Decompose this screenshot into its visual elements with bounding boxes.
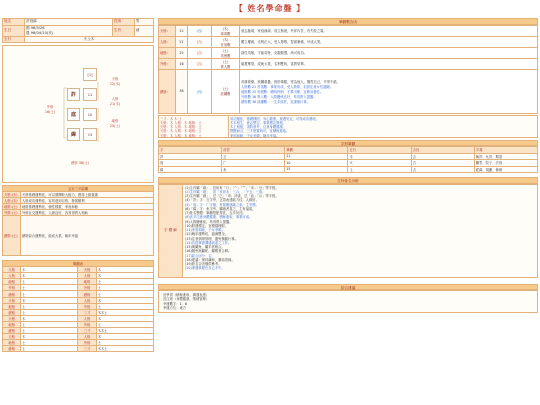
birth-value <box>25 25 113 36</box>
sancai-detail-text: 木木相生，意志堅定，事業穩定發展。 <box>230 120 287 125</box>
right-column <box>158 18 538 313</box>
sancai-header: 五行三才結構 <box>3 186 154 192</box>
fortune-element: (土) <box>222 48 229 53</box>
strokes-cell-key: 地格 <box>78 279 96 285</box>
strokes-cell-key: 總格 <box>3 291 21 297</box>
left-column <box>2 18 154 352</box>
stroke-3: 15 <box>83 128 97 141</box>
total-grid-note: 總格 36(土) <box>70 161 90 165</box>
sancai-key: 地格:(土) <box>3 204 21 210</box>
analysis-line: (14)宜從事需溝通表達之工作。 <box>185 240 232 245</box>
strokes-cell-value: 木 <box>96 297 153 303</box>
sancai-detail-left <box>159 116 229 137</box>
fortune-figure <box>212 58 240 69</box>
strokes-cell-key: 外格 <box>3 285 21 291</box>
fortune-figure <box>212 36 240 47</box>
fortune-description <box>240 47 538 58</box>
fortune-figure <box>212 47 240 58</box>
fortune-grid-label: 外格: <box>159 58 176 69</box>
gender-label: 性別 <box>112 19 134 26</box>
sancai-detail-line: 天格：木 人格：木 地格：土 <box>160 129 202 134</box>
analysis-line: (20)命運掌握在自己手中。 <box>185 266 225 271</box>
stroke-1: 11 <box>83 88 97 101</box>
strokes-cell-value: 木 <box>21 297 78 303</box>
char-form-cell: 土 <box>348 166 411 173</box>
strokes-cell-key: 地格 <box>3 340 21 346</box>
analysis-line: (16)避免與屬蛇、屬猴者合夥。 <box>185 249 232 254</box>
char-form-col-header: 字 <box>159 147 222 154</box>
strokes-cell-key: 人格 <box>78 297 96 303</box>
fortune-type: 貴人數 <box>220 64 231 69</box>
fortune-figure <box>212 69 240 113</box>
zodiac-value: 豬 <box>134 25 153 36</box>
char-form-col-header: 筆劃 <box>285 147 348 154</box>
summary-line: 幸運數字：1、6 <box>163 301 187 306</box>
sancai-detail-text: 整體而言，三才配置尚可，宜積極進取。 <box>230 129 290 134</box>
strokes-cell-value: 木 <box>96 267 153 273</box>
strokes-cell-key: 三才 <box>78 309 96 315</box>
strokes-cell-key: 總格 <box>3 309 21 315</box>
char-form-cell: 稱許、允許、期望 <box>474 153 537 160</box>
strokes-cell-key: 總格 <box>3 328 21 334</box>
analysis-line: (1)生肖屬「豬」，宜用有「口」「宀」「艹」「米」「豆」等字根。 <box>185 185 279 190</box>
fortune-type: 首領數 <box>220 42 231 47</box>
strokes-cell-value: 木 <box>21 334 78 340</box>
char-form-table <box>158 146 538 173</box>
sancai-table <box>2 185 154 256</box>
fortune-luck: (吉) <box>188 36 212 47</box>
element-value: 火土木 <box>25 36 154 43</box>
summary-line: 宜注意（身體健康、情緒管理） <box>163 297 210 302</box>
zodiac-label: 生肖 <box>112 25 134 36</box>
sancai-detail-line: 天格：木 人格：木 地格：土 <box>160 120 202 125</box>
char-form-cell: 吉 <box>411 153 474 160</box>
char-1: 許 <box>67 88 80 101</box>
strokes-cell-key: 天格 <box>3 334 21 340</box>
strokes-cell-value: 土 <box>96 340 153 346</box>
sancai-detail-line: 天格：木 人格：木 地格：土 <box>160 133 202 138</box>
char-form-col-header: 五行 <box>348 147 411 154</box>
sancai-key: 外格:(土) <box>3 210 21 216</box>
analysis-line: (13)注意情緒管理，避免衝動行事。 <box>185 236 238 241</box>
analysis-lines <box>183 185 537 277</box>
char-form-cell: 广 <box>222 160 285 167</box>
page-title-bar <box>0 0 540 17</box>
sancai-detail-right <box>229 116 537 137</box>
fortune-type: 波瀾數 <box>220 92 231 96</box>
strokes-cell-value: 木木土 <box>96 328 153 334</box>
sancai-key: 人格:(木) <box>3 198 21 204</box>
analysis-line: (4)「許」字：言字旁，言語表達能力佳，人緣好。 <box>185 198 259 203</box>
strokes-form-header: 字形筆劃 <box>158 140 538 147</box>
char-form-cell: 廳堂、院子、法庭 <box>474 160 537 167</box>
strokes-cell-key: 人格 <box>78 273 96 279</box>
fortune-description-text: 資性英敏，才能奇特，克服傲慢，尚可成功。 <box>241 51 307 55</box>
analysis-line: (9)人際關係佳，易得貴人提攜。 <box>185 219 233 224</box>
fortune-description-text: 意志脆弱，家庭緣薄，孤立無援，外祥內苦，有失敗之虞。 <box>241 29 327 33</box>
strokes-cell-key: 地格 <box>3 303 21 309</box>
strokes-cell-value: 木 <box>21 273 78 279</box>
fortune-number: 36 <box>176 69 188 113</box>
strokes-cell-value: 土 <box>96 279 153 285</box>
fortune-luck: (吉) <box>188 47 212 58</box>
char-form-cell: 火 <box>348 160 411 167</box>
analysis-header: 生肖姓名分析 <box>158 177 538 184</box>
strokes-cell-key: 三才 <box>78 328 96 334</box>
char-form-cell: 經緯、規劃、條理 <box>474 166 537 173</box>
fortune-luck: (凶) <box>188 25 212 36</box>
strokes-cell-value: 土 <box>21 340 78 346</box>
fortune-detail-line: 人格數 21 首領數：事業有成，受人敬仰，但需注意女性過剛。 <box>241 84 334 89</box>
fortune-element: (木) <box>222 37 229 42</box>
fortune-number: 21 <box>176 36 188 47</box>
element-label: 五行 <box>3 36 25 43</box>
strokes-cell-value: 土 <box>96 321 153 327</box>
strokes-cell-value: 土 <box>21 321 78 327</box>
fortune-luck: (凶) <box>188 69 212 113</box>
char-3: 緯 <box>67 128 80 141</box>
analysis-line: (3)生肖屬「豬」，忌「巳」「申」沖害，忌「血」「示」等字根。 <box>185 194 279 198</box>
sancai-detail-line: 天格：木 人格：木 地格：土 <box>160 125 202 129</box>
strokes-cell-key: 總格 <box>78 291 96 297</box>
fortune-row <box>159 47 538 58</box>
sancai-value: 天格基礎運勢佳，可以發揮較大能力，獲得上級賞識 <box>21 192 154 198</box>
char-form-col-header: 部首 <box>222 147 285 154</box>
outer-grid-note: 外格 16(土) <box>44 105 56 114</box>
char-form-cell: 糸 <box>222 166 285 173</box>
fortune-number: 25 <box>176 47 188 58</box>
strokes-cell-value: 土 <box>21 309 78 315</box>
strokes-cell-value: 木 <box>21 267 78 273</box>
strokes-cell-value: 木 <box>96 334 153 340</box>
strokes-cell-key: 總格 <box>3 346 21 352</box>
analysis-sub-label: 字 體 解 <box>159 185 183 277</box>
char-form-cell: 緯 <box>159 166 222 173</box>
page-title: 【 姓名學命盤 】 <box>234 4 306 13</box>
fortune-grid-label: 總格: <box>159 69 176 113</box>
strokes-cell-key: 人格 <box>3 273 21 279</box>
char-form-cell: 庭 <box>159 160 222 167</box>
fortune-row <box>159 69 538 113</box>
analysis-line: (10)財運穩定，宜穩健理財。 <box>185 223 229 228</box>
strokes-header: 筆劃表 <box>3 261 154 267</box>
char-form-cell: 15 <box>285 166 348 173</box>
fortune-grid-label: 天格: <box>159 25 176 36</box>
strokes-cell-value: 土 <box>21 279 78 285</box>
strokes-cell-value: 木木土 <box>96 346 153 352</box>
fortune-element: (木) <box>222 26 229 31</box>
char-form-col-header: 字義 <box>474 147 537 154</box>
fortune-description-text: 英雄豪傑，波瀾重疊，俠肝義膽，常為他人，犧牲自己，辛勞不絕。 <box>241 79 340 84</box>
sancai-value: 人格成功運勢佳，容易達到目的，發展順利 <box>21 198 154 204</box>
analysis-line: (2)生肖屬「豬」，喜「亥卯未」三合，「子丑」三會。 <box>185 189 266 194</box>
fortune-header: 筆劃數吉凶 <box>158 18 538 25</box>
strokes-cell-key: 天格 <box>3 267 21 273</box>
fortune-detail-line: 總格數 36 波瀾數：一生多波折，宜謹慎行事。 <box>241 99 310 104</box>
strokes-cell-value: 土 <box>21 346 78 352</box>
name-value: 許庭緯 <box>25 19 113 26</box>
fortune-row <box>159 58 538 69</box>
strokes-cell-value: 木 <box>96 315 153 321</box>
char-2: 庭 <box>67 108 80 121</box>
sancai-detail-box <box>158 115 538 138</box>
char-form-row <box>159 166 538 173</box>
summary-box <box>158 290 538 313</box>
strokes-cell-key: 三才 <box>78 346 96 352</box>
analysis-line: (19)姓名吉凶僅供參考。 <box>185 262 222 266</box>
birth-label: 生日 <box>3 25 25 36</box>
sky-grid-note: 天格 12(木) <box>109 77 121 86</box>
fortune-table <box>158 25 538 114</box>
strokes-cell-value: 土 <box>21 291 78 297</box>
fortune-description-text: 獨立權威，光明正大，受人尊敬，智謀兼備，可成大業。 <box>241 40 324 44</box>
summary-line: 宜學習（積極進取、溝通表達） <box>163 293 210 297</box>
birth-solar: 國 96/5/26 <box>26 25 45 30</box>
sancai-value: 地格基礎運勢佳，個性穩重，家庭和睦 <box>21 204 154 210</box>
sancai-detail-text: 成功運佳，基礎穩固，身心健康，境遇安定，可得成功發展。 <box>230 116 320 121</box>
strokes-cell-key: 外格 <box>78 340 96 346</box>
analysis-line: (17)綜合評分：吉。 <box>185 253 215 258</box>
chart-bracket-lines <box>61 82 101 146</box>
fortune-number: 12 <box>176 25 188 36</box>
strokes-cell-key: 天格 <box>3 297 21 303</box>
analysis-line: (8)宜多注意身體健康，積極進取，事業可成。 <box>185 215 253 220</box>
fortune-description-text: 能獲眾望，成就大業，名利雙收，富貴榮華。 <box>241 62 307 66</box>
fortune-description <box>240 36 538 47</box>
sancai-value: 外格社交運勢佳，人緣良好，容易得貴人相助 <box>21 210 154 216</box>
sancai-value: 總格綜合運勢佳，能成大業，晚年幸福 <box>21 216 154 256</box>
fortune-row <box>159 25 538 36</box>
stroke-2: 10 <box>83 108 97 121</box>
fortune-figure <box>212 25 240 36</box>
analysis-box <box>158 184 538 278</box>
name-label: 姓名 <box>3 19 25 26</box>
fortune-description <box>240 69 538 113</box>
basic-info-table <box>2 18 154 43</box>
analysis-line: (5)「庭」字：广字頭，有屋簷遮蔽之象，主安穩。 <box>185 202 259 207</box>
fortune-grid-label: 人格: <box>159 36 176 47</box>
strokes-cell-value: 土 <box>21 285 78 291</box>
strokes-cell-key: 人格 <box>78 315 96 321</box>
name-chart-panel <box>2 45 154 183</box>
fortune-number: 16 <box>176 58 188 69</box>
summary-header: 綜合建議 <box>158 284 538 291</box>
person-grid-note: 人格 21(木) <box>109 97 121 106</box>
heaven-number: [1] <box>83 68 97 81</box>
analysis-line: (6)「緯」字：糸字旁，屬豬者喜之，主有福氣。 <box>185 206 256 211</box>
char-form-cell: 木 <box>348 153 411 160</box>
fortune-detail-line: 地格數 25 英俊數：聰明伶俐，才華出眾，宜修身養性。 <box>241 89 324 94</box>
char-form-cell: 言 <box>222 153 285 160</box>
sancai-key: 總格:(土) <box>3 216 21 256</box>
strokes-cell-key: 外格 <box>78 285 96 291</box>
strokes-cell-key: 地格 <box>3 279 21 285</box>
gender-value: 男 <box>134 19 153 26</box>
strokes-cell-value: 木 <box>21 315 78 321</box>
char-form-cell: 11 <box>285 153 348 160</box>
fortune-element: (土) <box>222 59 229 64</box>
fortune-type: 薄弱數 <box>220 31 231 36</box>
strokes-cell-key: 人格 <box>78 334 96 340</box>
strokes-cell-key: 天格 <box>3 315 21 321</box>
strokes-cell-value: 木 <box>96 273 153 279</box>
fortune-description <box>240 25 538 36</box>
strokes-cell-value: 土 <box>21 328 78 334</box>
sancai-detail-line: 三才：木 木 土 <box>160 116 182 121</box>
analysis-line: (18)建議：保持謙和，廣結善緣。 <box>185 257 235 262</box>
strokes-cell-value: 土 <box>96 285 153 291</box>
strokes-cell-value: 土 <box>96 291 153 297</box>
fortune-luck: (吉) <box>188 58 212 69</box>
strokes-cell-key: 天格 <box>78 267 96 273</box>
char-form-cell: 10 <box>285 160 348 167</box>
analysis-line: (15)與屬兔、屬羊者相合。 <box>185 245 225 249</box>
sancai-detail-text: 家庭和睦，子女孝順，晚年幸福。 <box>230 133 280 138</box>
strokes-cell-value: 土 <box>21 303 78 309</box>
char-form-cell: 吉 <box>411 160 474 167</box>
strokes-cell-value: 木木土 <box>96 309 153 315</box>
sancai-key: 天格:(木) <box>3 192 21 198</box>
summary-line: 幸運方位：東方 <box>163 305 187 310</box>
strokes-cell-key: 外格 <box>78 321 96 327</box>
analysis-line: (7)姓名整體：筆劃搭配得宜，吉多於凶。 <box>185 211 246 215</box>
char-form-cell: 許 <box>159 153 222 160</box>
strokes-cell-value: 土 <box>96 303 153 309</box>
sancai-detail-text: 木土相剋，須防意外，注意身體健康。 <box>230 125 287 129</box>
fortune-grid-label: 地格: <box>159 47 176 58</box>
strokes-table <box>2 260 154 352</box>
analysis-line: (11)家庭和睦，子女孝順。 <box>185 228 225 232</box>
fortune-element: (土) <box>222 87 229 91</box>
analysis-line: (12)晚年運勢佳，福壽雙全。 <box>185 232 229 237</box>
fortune-detail-line: 外格數 16 貴人數：人際關係良好，易得貴人提攜。 <box>241 94 317 99</box>
char-form-col-header: 吉凶 <box>411 147 474 154</box>
char-form-cell: 吉 <box>411 166 474 173</box>
strokes-cell-key: 地格 <box>3 321 21 327</box>
strokes-row <box>3 346 154 352</box>
earth-grid-note: 地格 25(土) <box>109 119 121 128</box>
fortune-description <box>240 58 538 69</box>
fortune-type: 英俊數 <box>220 53 231 58</box>
birth-lunar: 農 96/04/10(亥) <box>26 30 54 35</box>
fortune-row <box>159 36 538 47</box>
strokes-cell-key: 外格 <box>78 303 96 309</box>
